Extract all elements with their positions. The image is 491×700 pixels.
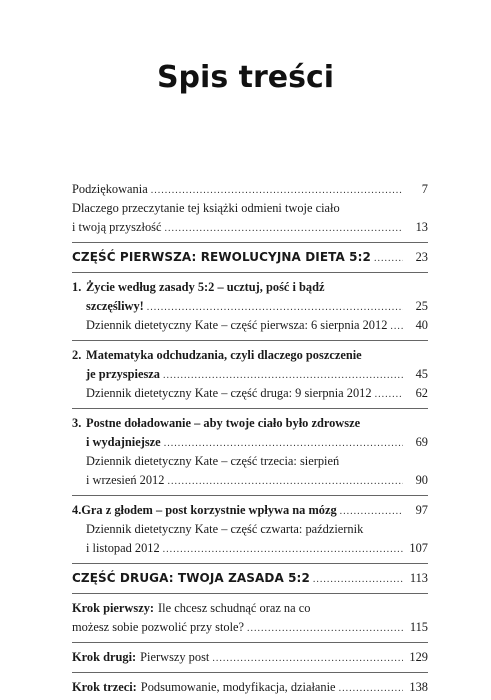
leader-dots bbox=[390, 317, 403, 336]
part-heading: CZĘŚĆ DRUGA: TWOJA ZASADA 5:2 bbox=[72, 571, 310, 585]
leader-dots bbox=[247, 619, 403, 638]
step-title: Ile chcesz schudnąć oraz na co bbox=[158, 601, 311, 615]
chapter-title: i wydajniejsze bbox=[86, 435, 161, 449]
toc-entry-text: Dlaczego przeczytanie tej książki odmieni twoje ciało bbox=[72, 201, 340, 215]
toc-chapter-3[interactable] bbox=[72, 414, 428, 433]
toc-page-number: 107 bbox=[409, 541, 428, 555]
leader-dots bbox=[167, 472, 403, 491]
toc-page-number: 7 bbox=[421, 182, 428, 196]
step-label: Krok drugi: bbox=[72, 650, 137, 664]
part-heading: CZĘŚĆ PIERWSZA: REWOLUCYJNA DIETA 5:2 bbox=[72, 250, 371, 264]
chapter-number: 1. bbox=[72, 280, 82, 294]
diary-entry: Dziennik dietetyczny Kate – część druga: 9 sierpnia 2012 bbox=[86, 386, 372, 400]
toc-chapter-1-cont[interactable] bbox=[72, 297, 428, 316]
toc-chapter-2[interactable] bbox=[72, 346, 428, 365]
toc-part-two[interactable] bbox=[72, 569, 428, 588]
leader-dots bbox=[163, 540, 403, 559]
toc-entry-text: i twoją przyszłość bbox=[72, 220, 162, 234]
diary-entry: i wrzesień 2012 bbox=[86, 473, 165, 487]
toc-page-number: 25 bbox=[415, 299, 428, 313]
chapter-number: 2. bbox=[72, 348, 82, 362]
toc-page-number: 13 bbox=[415, 220, 428, 234]
step-label: Krok pierwszy: bbox=[72, 601, 155, 615]
toc-chapter-1[interactable] bbox=[72, 278, 428, 297]
toc-entry-why-read-cont[interactable] bbox=[72, 218, 428, 237]
divider bbox=[72, 408, 428, 409]
diary-entry: Dziennik dietetyczny Kate – część czwarta: październik bbox=[86, 522, 364, 536]
chapter-title: Życie według zasady 5:2 – ucztuj, pość i bądź bbox=[86, 280, 325, 294]
toc-step-1[interactable] bbox=[72, 599, 428, 618]
table-of-contents bbox=[72, 180, 428, 697]
toc-page-number: 69 bbox=[415, 435, 428, 449]
leader-dots bbox=[164, 434, 403, 453]
toc-part-one[interactable] bbox=[72, 248, 428, 267]
toc-entry-acknowledgements[interactable] bbox=[72, 180, 428, 199]
toc-diary-3[interactable] bbox=[72, 452, 428, 471]
toc-diary-3-cont[interactable] bbox=[72, 471, 428, 490]
chapter-title: szczęśliwy! bbox=[86, 299, 144, 313]
toc-entry-text: Podziękowania bbox=[72, 182, 148, 196]
toc-page-number: 62 bbox=[415, 386, 428, 400]
toc-diary-4-cont[interactable] bbox=[72, 539, 428, 558]
toc-page-number: 90 bbox=[415, 473, 428, 487]
toc-page-number: 97 bbox=[415, 503, 428, 517]
divider bbox=[72, 593, 428, 594]
chapter-title: Matematyka odchudzania, czyli dlaczego poszczenie bbox=[86, 348, 362, 362]
divider bbox=[72, 242, 428, 243]
diary-entry: Dziennik dietetyczny Kate – część trzecia: sierpień bbox=[86, 454, 340, 468]
leader-dots bbox=[374, 249, 403, 268]
divider bbox=[72, 672, 428, 673]
step-label: Krok trzeci: bbox=[72, 680, 137, 694]
toc-diary-1[interactable] bbox=[72, 316, 428, 335]
toc-chapter-3-cont[interactable] bbox=[72, 433, 428, 452]
divider bbox=[72, 642, 428, 643]
step-title: możesz sobie pozwolić przy stole? bbox=[72, 620, 245, 634]
step-title: Pierwszy post bbox=[140, 650, 210, 664]
toc-entry-why-read[interactable] bbox=[72, 199, 428, 218]
leader-dots bbox=[212, 649, 403, 668]
leader-dots bbox=[339, 679, 403, 698]
toc-page-number: 113 bbox=[409, 571, 428, 585]
chapter-title: Gra z głodem – post korzystnie wpływa na mózg bbox=[81, 503, 337, 517]
leader-dots bbox=[375, 385, 403, 404]
diary-entry: Dziennik dietetyczny Kate – część pierwsza: 6 sierpnia 2012 bbox=[86, 318, 388, 332]
leader-dots bbox=[147, 298, 403, 317]
toc-page-number: 23 bbox=[415, 250, 428, 264]
diary-entry: i listopad 2012 bbox=[86, 541, 160, 555]
chapter-title: Postne doładowanie – aby twoje ciało było zdrowsze bbox=[86, 416, 361, 430]
divider bbox=[72, 272, 428, 273]
toc-chapter-4[interactable] bbox=[72, 501, 428, 520]
toc-step-1-cont[interactable] bbox=[72, 618, 428, 637]
page-title: Spis treści bbox=[156, 60, 335, 95]
toc-step-3[interactable] bbox=[72, 678, 428, 697]
toc-step-2[interactable] bbox=[72, 648, 428, 667]
leader-dots bbox=[340, 502, 403, 521]
toc-page-number: 115 bbox=[409, 620, 428, 634]
chapter-title: je przyspiesza bbox=[86, 367, 160, 381]
toc-diary-4[interactable] bbox=[72, 520, 428, 539]
toc-page-number: 45 bbox=[415, 367, 428, 381]
toc-page-number: 129 bbox=[409, 650, 428, 664]
toc-diary-2[interactable] bbox=[72, 384, 428, 403]
leader-dots bbox=[163, 366, 403, 385]
leader-dots bbox=[313, 570, 403, 589]
toc-page-number: 138 bbox=[409, 680, 428, 694]
divider bbox=[72, 340, 428, 341]
leader-dots bbox=[151, 181, 403, 200]
chapter-number: 3. bbox=[72, 416, 82, 430]
divider bbox=[72, 495, 428, 496]
toc-chapter-2-cont[interactable] bbox=[72, 365, 428, 384]
toc-page-number: 40 bbox=[415, 318, 428, 332]
leader-dots bbox=[164, 219, 403, 238]
chapter-number: 4. bbox=[72, 503, 82, 517]
divider bbox=[72, 563, 428, 564]
step-title: Podsumowanie, modyfikacja, działanie bbox=[140, 680, 336, 694]
